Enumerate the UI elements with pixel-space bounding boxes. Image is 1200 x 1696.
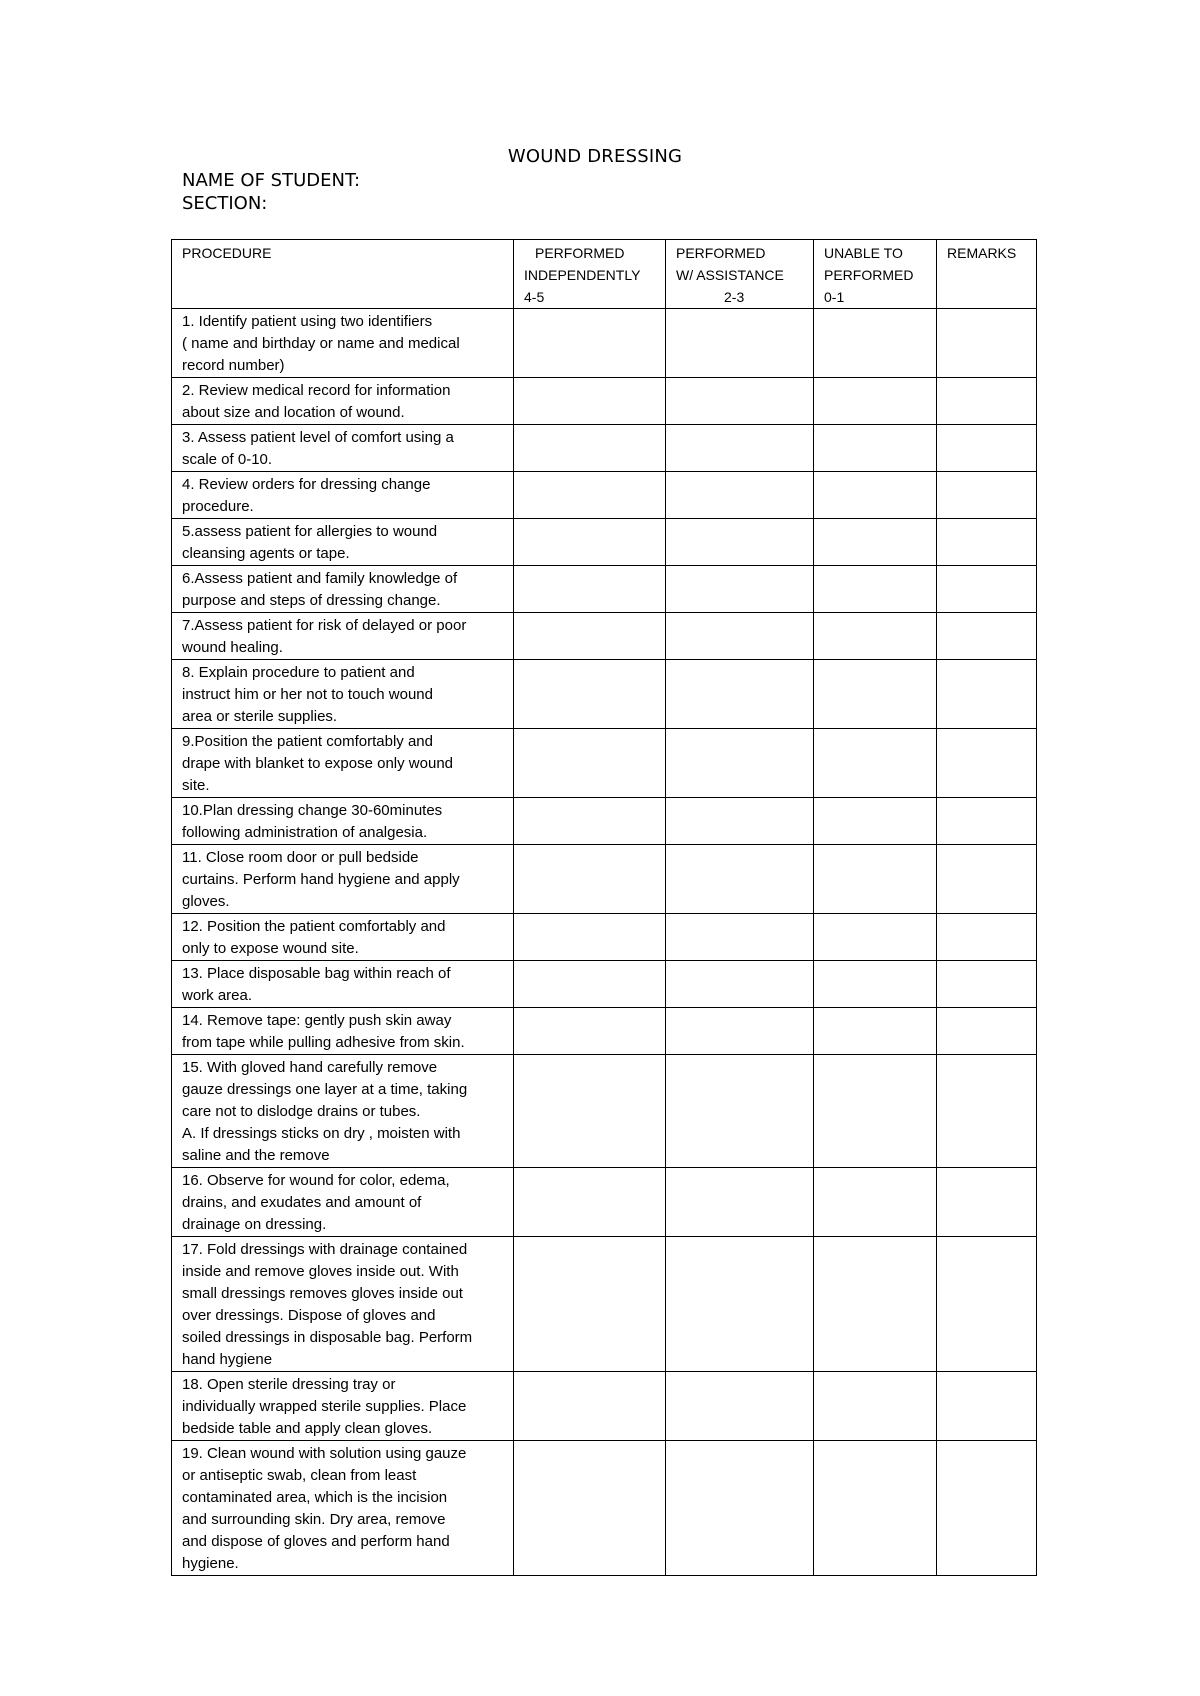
- procedure-step-cell: 8. Explain procedure to patient and instruct him or her not to touch wound area or sterile supplies.: [172, 660, 514, 729]
- performed-independently-cell[interactable]: [514, 1441, 666, 1576]
- unable-to-perform-cell[interactable]: [814, 1008, 937, 1055]
- performed-independently-cell[interactable]: [514, 1237, 666, 1372]
- performed-independently-cell[interactable]: [514, 914, 666, 961]
- table-row: [172, 309, 1037, 378]
- performed-with-assistance-cell[interactable]: [666, 845, 814, 914]
- table-row: [172, 1441, 1037, 1576]
- unable-to-perform-cell[interactable]: [814, 613, 937, 660]
- table-row: [172, 845, 1037, 914]
- procedure-step-cell: 16. Observe for wound for color, edema, drains, and exudates and amount of drainage on dressing.: [172, 1168, 514, 1237]
- remarks-cell[interactable]: [937, 729, 1037, 798]
- header-performed-independently: PERFORMED INDEPENDENTLY 4-5: [514, 240, 666, 309]
- table-row: [172, 798, 1037, 845]
- performed-independently-cell[interactable]: [514, 425, 666, 472]
- performed-with-assistance-cell[interactable]: [666, 961, 814, 1008]
- remarks-cell[interactable]: [937, 425, 1037, 472]
- header-remarks: REMARKS: [937, 240, 1037, 309]
- table-header-row: [172, 240, 1037, 309]
- procedure-step-cell: 1. Identify patient using two identifiers ( name and birthday or name and medical record number): [172, 309, 514, 378]
- remarks-cell[interactable]: [937, 378, 1037, 425]
- table-row: [172, 660, 1037, 729]
- unable-to-perform-cell[interactable]: [814, 660, 937, 729]
- performed-independently-cell[interactable]: [514, 1372, 666, 1441]
- unable-to-perform-cell[interactable]: [814, 798, 937, 845]
- table-row: [172, 613, 1037, 660]
- unable-to-perform-cell[interactable]: [814, 729, 937, 798]
- procedure-step-cell: 11. Close room door or pull bedside curtains. Perform hand hygiene and apply gloves.: [172, 845, 514, 914]
- procedure-step-cell: 9.Position the patient comfortably and drape with blanket to expose only wound site.: [172, 729, 514, 798]
- performed-with-assistance-cell[interactable]: [666, 660, 814, 729]
- unable-to-perform-cell[interactable]: [814, 1372, 937, 1441]
- table-row: [172, 729, 1037, 798]
- performed-with-assistance-cell[interactable]: [666, 378, 814, 425]
- performed-with-assistance-cell[interactable]: [666, 425, 814, 472]
- performed-with-assistance-cell[interactable]: [666, 566, 814, 613]
- remarks-cell[interactable]: [937, 1441, 1037, 1576]
- procedure-step-cell: 6.Assess patient and family knowledge of purpose and steps of dressing change.: [172, 566, 514, 613]
- unable-to-perform-cell[interactable]: [814, 1237, 937, 1372]
- procedure-step-cell: 12. Position the patient comfortably and only to expose wound site.: [172, 914, 514, 961]
- unable-to-perform-cell[interactable]: [814, 425, 937, 472]
- performed-with-assistance-cell[interactable]: [666, 613, 814, 660]
- performed-with-assistance-cell[interactable]: [666, 1441, 814, 1576]
- table-row: [172, 1237, 1037, 1372]
- remarks-cell[interactable]: [937, 660, 1037, 729]
- performed-with-assistance-cell[interactable]: [666, 798, 814, 845]
- procedure-step-cell: 13. Place disposable bag within reach of work area.: [172, 961, 514, 1008]
- table-row: [172, 1008, 1037, 1055]
- table-row: [172, 566, 1037, 613]
- procedure-step-cell: 2. Review medical record for information about size and location of wound.: [172, 378, 514, 425]
- remarks-cell[interactable]: [937, 961, 1037, 1008]
- performed-independently-cell[interactable]: [514, 1055, 666, 1168]
- performed-with-assistance-cell[interactable]: [666, 1372, 814, 1441]
- remarks-cell[interactable]: [937, 1008, 1037, 1055]
- unable-to-perform-cell[interactable]: [814, 914, 937, 961]
- performed-independently-cell[interactable]: [514, 1168, 666, 1237]
- remarks-cell[interactable]: [937, 798, 1037, 845]
- remarks-cell[interactable]: [937, 566, 1037, 613]
- unable-to-perform-cell[interactable]: [814, 309, 937, 378]
- table-row: [172, 961, 1037, 1008]
- table-row: [172, 378, 1037, 425]
- remarks-cell[interactable]: [937, 472, 1037, 519]
- performed-with-assistance-cell[interactable]: [666, 1237, 814, 1372]
- performed-with-assistance-cell[interactable]: [666, 519, 814, 566]
- table-row: [172, 472, 1037, 519]
- remarks-cell[interactable]: [937, 914, 1037, 961]
- procedure-checklist-table: [171, 239, 1037, 1576]
- procedure-step-cell: 5.assess patient for allergies to wound cleansing agents or tape.: [172, 519, 514, 566]
- unable-to-perform-cell[interactable]: [814, 566, 937, 613]
- procedure-step-cell: 4. Review orders for dressing change procedure.: [172, 472, 514, 519]
- document-title: WOUND DRESSING: [507, 146, 683, 167]
- performed-independently-cell[interactable]: [514, 660, 666, 729]
- procedure-step-cell: 15. With gloved hand carefully remove gauze dressings one layer at a time, taking care not to dislodge drains or tubes. A. If dressings sticks on dry , moisten with saline and the remove: [172, 1055, 514, 1168]
- table-row: [172, 519, 1037, 566]
- procedure-step-cell: 10.Plan dressing change 30-60minutes following administration of analgesia.: [172, 798, 514, 845]
- procedure-step-cell: 18. Open sterile dressing tray or individually wrapped sterile supplies. Place bedside table and apply clean gloves.: [172, 1372, 514, 1441]
- unable-to-perform-cell[interactable]: [814, 1168, 937, 1237]
- table-row: [172, 425, 1037, 472]
- remarks-cell[interactable]: [937, 1168, 1037, 1237]
- remarks-cell[interactable]: [937, 309, 1037, 378]
- performed-with-assistance-cell[interactable]: [666, 472, 814, 519]
- performed-with-assistance-cell[interactable]: [666, 1168, 814, 1237]
- header-performed-with-assistance: PERFORMED W/ ASSISTANCE 2-3: [666, 240, 814, 309]
- table-row: [172, 1372, 1037, 1441]
- remarks-cell[interactable]: [937, 613, 1037, 660]
- unable-to-perform-cell[interactable]: [814, 1441, 937, 1576]
- unable-to-perform-cell[interactable]: [814, 378, 937, 425]
- performed-with-assistance-cell[interactable]: [666, 1008, 814, 1055]
- unable-to-perform-cell[interactable]: [814, 961, 937, 1008]
- section-label: SECTION:: [182, 193, 268, 214]
- performed-with-assistance-cell[interactable]: [666, 914, 814, 961]
- performed-independently-cell[interactable]: [514, 378, 666, 425]
- unable-to-perform-cell[interactable]: [814, 1055, 937, 1168]
- unable-to-perform-cell[interactable]: [814, 845, 937, 914]
- header-procedure: PROCEDURE: [172, 240, 514, 309]
- performed-independently-cell[interactable]: [514, 613, 666, 660]
- performed-independently-cell[interactable]: [514, 845, 666, 914]
- performed-with-assistance-cell[interactable]: [666, 729, 814, 798]
- performed-independently-cell[interactable]: [514, 798, 666, 845]
- procedure-step-cell: 7.Assess patient for risk of delayed or poor wound healing.: [172, 613, 514, 660]
- remarks-cell[interactable]: [937, 1055, 1037, 1168]
- procedure-step-cell: 14. Remove tape: gently push skin away from tape while pulling adhesive from skin.: [172, 1008, 514, 1055]
- performed-with-assistance-cell[interactable]: [666, 309, 814, 378]
- header-unable-to-perform: UNABLE TO PERFORMED 0-1: [814, 240, 937, 309]
- unable-to-perform-cell[interactable]: [814, 472, 937, 519]
- remarks-cell[interactable]: [937, 519, 1037, 566]
- remarks-cell[interactable]: [937, 1237, 1037, 1372]
- performed-independently-cell[interactable]: [514, 1008, 666, 1055]
- performed-independently-cell[interactable]: [514, 961, 666, 1008]
- performed-independently-cell[interactable]: [514, 472, 666, 519]
- unable-to-perform-cell[interactable]: [814, 519, 937, 566]
- table-row: [172, 1168, 1037, 1237]
- procedure-step-cell: 19. Clean wound with solution using gauze or antiseptic swab, clean from least contaminated area, which is the incision and surrounding skin. Dry area, remove and dispose of gloves and perform hand hygiene.: [172, 1441, 514, 1576]
- table-row: [172, 914, 1037, 961]
- performed-independently-cell[interactable]: [514, 519, 666, 566]
- remarks-cell[interactable]: [937, 1372, 1037, 1441]
- remarks-cell[interactable]: [937, 845, 1037, 914]
- performed-independently-cell[interactable]: [514, 729, 666, 798]
- performed-with-assistance-cell[interactable]: [666, 1055, 814, 1168]
- table-row: [172, 1055, 1037, 1168]
- performed-independently-cell[interactable]: [514, 566, 666, 613]
- student-name-label: NAME OF STUDENT:: [182, 170, 361, 191]
- procedure-step-cell: 3. Assess patient level of comfort using a scale of 0-10.: [172, 425, 514, 472]
- performed-independently-cell[interactable]: [514, 309, 666, 378]
- procedure-step-cell: 17. Fold dressings with drainage contained inside and remove gloves inside out. With small dressings removes gloves inside out over dressings. Dispose of gloves and soiled dressings in disposable bag. Perform hand hygiene: [172, 1237, 514, 1372]
